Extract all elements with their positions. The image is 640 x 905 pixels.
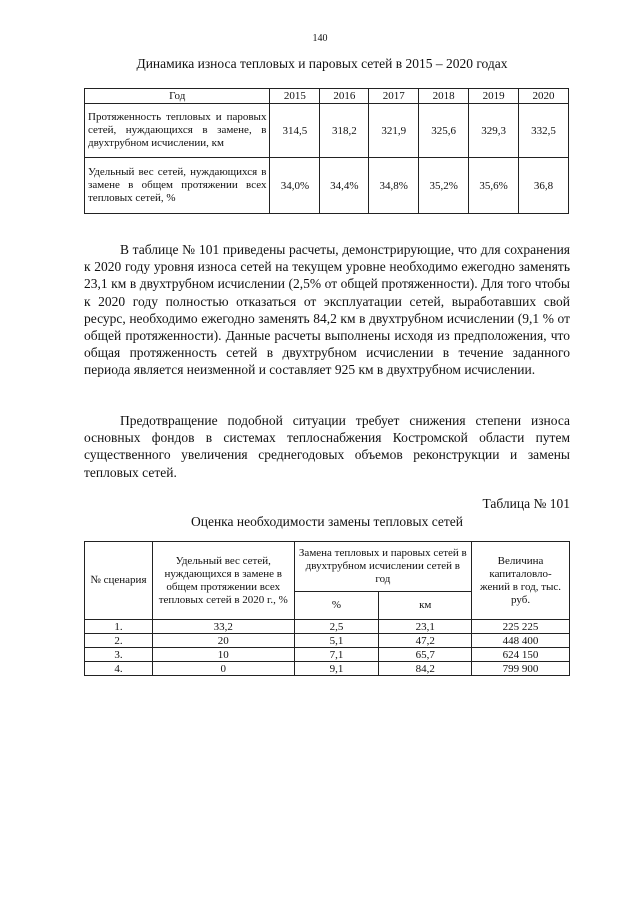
table2-cell: 624 150 — [472, 648, 570, 662]
table1-header-year: Год — [85, 89, 270, 104]
table1-header-row — [85, 89, 569, 104]
table2-cell: 225 225 — [472, 620, 570, 634]
table1-row-label: Удельный вес сетей, нуждающихся в замене в общем протяжении всех тепловых сетей, % — [85, 158, 270, 214]
table2-cell: 0 — [152, 662, 294, 676]
table1-cell: 325,6 — [419, 104, 469, 158]
table1-cell: 34,8% — [369, 158, 419, 214]
table-row — [85, 620, 570, 634]
replacement-assessment-table — [84, 541, 570, 676]
table1-year: 2016 — [320, 89, 369, 104]
page-number: 140 — [312, 33, 328, 44]
table2-cell: 2. — [85, 634, 153, 648]
table2-cell: 5,1 — [294, 634, 379, 648]
table2-header-capex: Величина капиталовло-жений в год, тыс. руб. — [472, 542, 570, 620]
table1-row-label: Протяженность тепловых и паровых сетей, нуждающихся в замене, в двухтрубном исчислении, км — [85, 104, 270, 158]
table2-header-scenario: № сценария — [85, 542, 153, 620]
table2-header-share: Удельный вес сетей, нуждающихся в замене в общем протяжении всех тепловых сетей в 2020 г., % — [152, 542, 294, 620]
table2-cell: 84,2 — [379, 662, 472, 676]
paragraph-calculations: В таблице № 101 приведены расчеты, демонстрирующие, что для сохранения к 2020 году уровня износа сетей на текущем уровне необходимо ежегодно заменять 23,1 км в двухтрубном исчислении (2,5% от общей протяженности). Для того чтобы к 2020 году полностью отказаться от эксплуатации сетей, выработавших свой ресурс, необходимо ежегодно заменять 84,2 км в двухтрубном исчислении (9,1 % от общей протяженности). Данные расчеты выполнены исходя из предположения, что общая протяженность сетей в двухтрубном исчислении в течение заданного периода является неизменной и составляет 925 км в двухтрубном исчислении. — [84, 242, 570, 378]
table-row — [85, 634, 570, 648]
table2-cell: 9,1 — [294, 662, 379, 676]
table2-cell: 799 900 — [472, 662, 570, 676]
table1-year: 2015 — [270, 89, 320, 104]
table2-cell: 10 — [152, 648, 294, 662]
table1-cell: 35,6% — [469, 158, 519, 214]
paragraph-prevention: Предотвращение подобной ситуации требует снижения степени износа основных фондов в системах теплоснабжения Костромской области путем существенного увеличения среднегодовых объемов реконструкции и замены тепловых сетей. — [84, 413, 570, 480]
table2-header-km: км — [379, 592, 472, 620]
table2-cell: 20 — [152, 634, 294, 648]
table2-cell: 65,7 — [379, 648, 472, 662]
table1-cell: 314,5 — [270, 104, 320, 158]
table2-cell: 448 400 — [472, 634, 570, 648]
table1-cell: 34,0% — [270, 158, 320, 214]
table2-cell: 2,5 — [294, 620, 379, 634]
table1-title: Динамика износа тепловых и паровых сетей в 2015 – 2020 годах — [136, 56, 508, 71]
table-row — [85, 648, 570, 662]
wear-dynamics-table — [84, 88, 569, 214]
table1-cell: 332,5 — [519, 104, 569, 158]
table1-cell: 35,2% — [419, 158, 469, 214]
table1-cell: 36,8 — [519, 158, 569, 214]
table2-cell: 1. — [85, 620, 153, 634]
table1-year: 2018 — [419, 89, 469, 104]
table1-year: 2019 — [469, 89, 519, 104]
table1-row-share — [85, 158, 569, 214]
table1-cell: 318,2 — [320, 104, 369, 158]
table1-year: 2020 — [519, 89, 569, 104]
table1-cell: 329,3 — [469, 104, 519, 158]
table1-cell: 321,9 — [369, 104, 419, 158]
table1-row-length — [85, 104, 569, 158]
table2-header-replacement: Замена тепловых и паровых сетей в двухтрубном исчислении сетей в год — [294, 542, 472, 592]
table2-cell: 23,1 — [379, 620, 472, 634]
table-row — [85, 662, 570, 676]
table1-year: 2017 — [369, 89, 419, 104]
table-number: Таблица № 101 — [482, 496, 570, 511]
table2-header-pct: % — [294, 592, 379, 620]
table1-cell: 34,4% — [320, 158, 369, 214]
table2-header-row — [85, 542, 570, 592]
table2-cell: 33,2 — [152, 620, 294, 634]
table2-cell: 4. — [85, 662, 153, 676]
table2-cell: 47,2 — [379, 634, 472, 648]
table2-title: Оценка необходимости замены тепловых сетей — [190, 514, 463, 529]
table2-cell: 7,1 — [294, 648, 379, 662]
table2-cell: 3. — [85, 648, 153, 662]
